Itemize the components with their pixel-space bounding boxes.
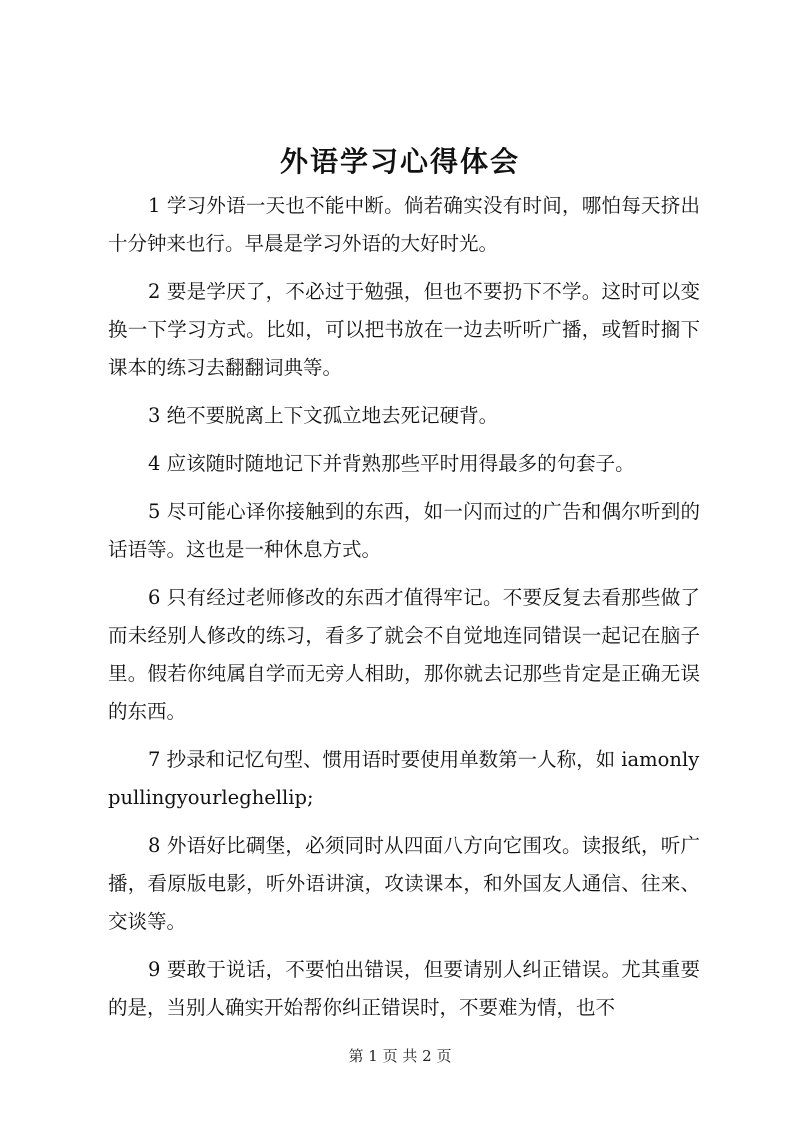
paragraph-7: 7 抄录和记忆句型、惯用语时要使用单数第一人称，如 iamonlypullingyourleghellip; — [108, 748, 700, 809]
paragraph-6: 6 只有经过老师修改的东西才值得牢记。不要反复去看那些做了而未经别人修改的练习，看多了就会不自觉地连同错误一起记在脑子里。假若你纯属自学而无旁人相助，那你就去记那些肯定是正确无误的东西。 — [108, 586, 700, 723]
paragraph-3: 3 绝不要脱离上下文孤立地去死记硬背。 — [148, 404, 499, 427]
document-body — [108, 187, 700, 1037]
document-title: 外语学习心得体会 — [279, 145, 520, 178]
paragraph-2: 2 要是学厌了，不必过于勉强，但也不要扔下不学。这时可以变换一下学习方式。比如，可以把书放在一边去听听广播，或暂时搁下课本的练习去翻翻词典等。 — [108, 280, 700, 379]
paragraph-8: 8 外语好比碉堡，必须同时从四面八方向它围攻。读报纸，听广播，看原版电影，听外语讲演，攻读课本，和外国友人通信、往来、交谈等。 — [108, 834, 700, 933]
page-footer: 第 1 页 共 2 页 — [348, 1047, 452, 1065]
paragraph-4: 4 应该随时随地记下并背熟那些平时用得最多的句套子。 — [148, 452, 635, 475]
paragraph-9: 9 要敢于说话，不要怕出错误，但要请别人纠正错误。尤其重要的是，当别人确实开始帮你纠正错误时，不要难为情，也不 — [108, 958, 700, 1019]
paragraph-5: 5 尽可能心译你接触到的东西，如一闪而过的广告和偶尔听到的话语等。这也是一种休息方式。 — [108, 500, 700, 561]
paragraph-1: 1 学习外语一天也不能中断。倘若确实没有时间，哪怕每天挤出十分钟来也行。早晨是学习外语的大好时光。 — [108, 194, 700, 255]
